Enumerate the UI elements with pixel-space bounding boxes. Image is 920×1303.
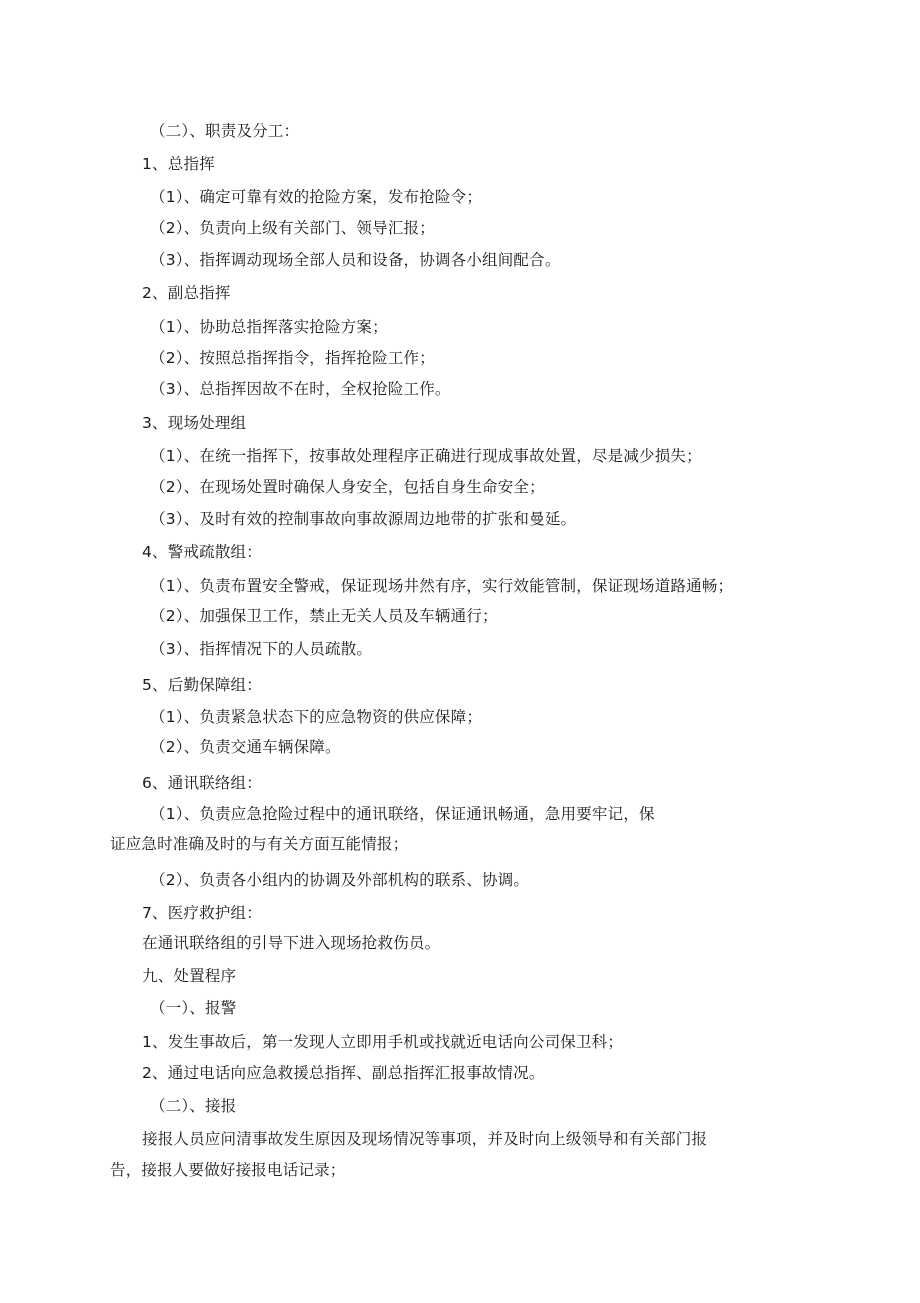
list-item: （1）、负责紧急状态下的应急物资的供应保障； bbox=[150, 708, 483, 726]
item-heading-logistics-team: 5、后勤保障组： bbox=[142, 676, 262, 694]
item-heading-onsite-team: 3、现场处理组 bbox=[142, 414, 247, 432]
list-item-continuation: 证应急时准确及时的与有关方面互能情报； bbox=[110, 835, 409, 853]
list-item: （2）、在现场处置时确保人身安全，包括自身生命安全； bbox=[150, 478, 545, 496]
list-item: （2）、加强保卫工作，禁止无关人员及车辆通行； bbox=[150, 607, 498, 625]
list-item: （2）、负责向上级有关部门、领导汇报； bbox=[150, 219, 435, 237]
section-heading-duties: （二）、职责及分工： bbox=[150, 122, 300, 140]
list-item: （3）、指挥情况下的人员疏散。 bbox=[150, 640, 373, 658]
list-item: （2）、负责交通车辆保障。 bbox=[150, 738, 341, 756]
item-heading-deputy-commander: 2、副总指挥 bbox=[142, 284, 231, 302]
item-heading-commander: 1、总指挥 bbox=[142, 155, 215, 173]
list-item: 2、通过电话向应急救援总指挥、副总指挥汇报事故情况。 bbox=[142, 1064, 545, 1082]
subsection-heading-alarm: （一）、报警 bbox=[150, 999, 237, 1017]
list-item: （2）、负责各小组内的协调及外部机构的联系、协调。 bbox=[150, 871, 530, 889]
paragraph-continuation: 告，接报人要做好接报电话记录； bbox=[110, 1161, 346, 1179]
list-item: （1）、在统一指挥下，按事故处理程序正确进行现成事故处置，尽是减少损失； bbox=[150, 447, 702, 465]
list-item: （1）、负责应急抢险过程中的通讯联络，保证通讯畅通，急用要牢记，保 bbox=[150, 805, 655, 823]
list-item: （2）、按照总指挥指令，指挥抢险工作； bbox=[150, 349, 435, 367]
item-heading-evacuation-team: 4、警戒疏散组： bbox=[142, 543, 262, 561]
list-item: （3）、总指挥因故不在时，全权抢险工作。 bbox=[150, 380, 451, 398]
list-item: （1）、协助总指挥落实抢险方案； bbox=[150, 318, 388, 336]
paragraph: 在通讯联络组的引导下进入现场抢救伤员。 bbox=[142, 934, 441, 952]
list-item: （3）、及时有效的控制事故向事故源周边地带的扩张和曼延。 bbox=[150, 510, 577, 528]
list-item: （3）、指挥调动现场全部人员和设备，协调各小组间配合。 bbox=[150, 251, 561, 269]
list-item: （1）、负责布置安全警戒，保证现场井然有序，实行效能管制，保证现场道路通畅； bbox=[150, 577, 734, 595]
subsection-heading-report-receipt: （二）、接报 bbox=[150, 1097, 237, 1115]
paragraph: 接报人员应问清事故发生原因及现场情况等事项，并及时向上级领导和有关部门报 bbox=[142, 1130, 708, 1148]
list-item: （1）、确定可靠有效的抢险方案，发布抢险令； bbox=[150, 188, 483, 206]
list-item: 1、发生事故后，第一发现人立即用手机或找就近电话向公司保卫科； bbox=[142, 1033, 624, 1051]
item-heading-medical-team: 7、医疗救护组： bbox=[142, 904, 262, 922]
section-heading-procedure: 九、处置程序 bbox=[142, 967, 237, 985]
item-heading-communication-team: 6、通讯联络组： bbox=[142, 774, 262, 792]
